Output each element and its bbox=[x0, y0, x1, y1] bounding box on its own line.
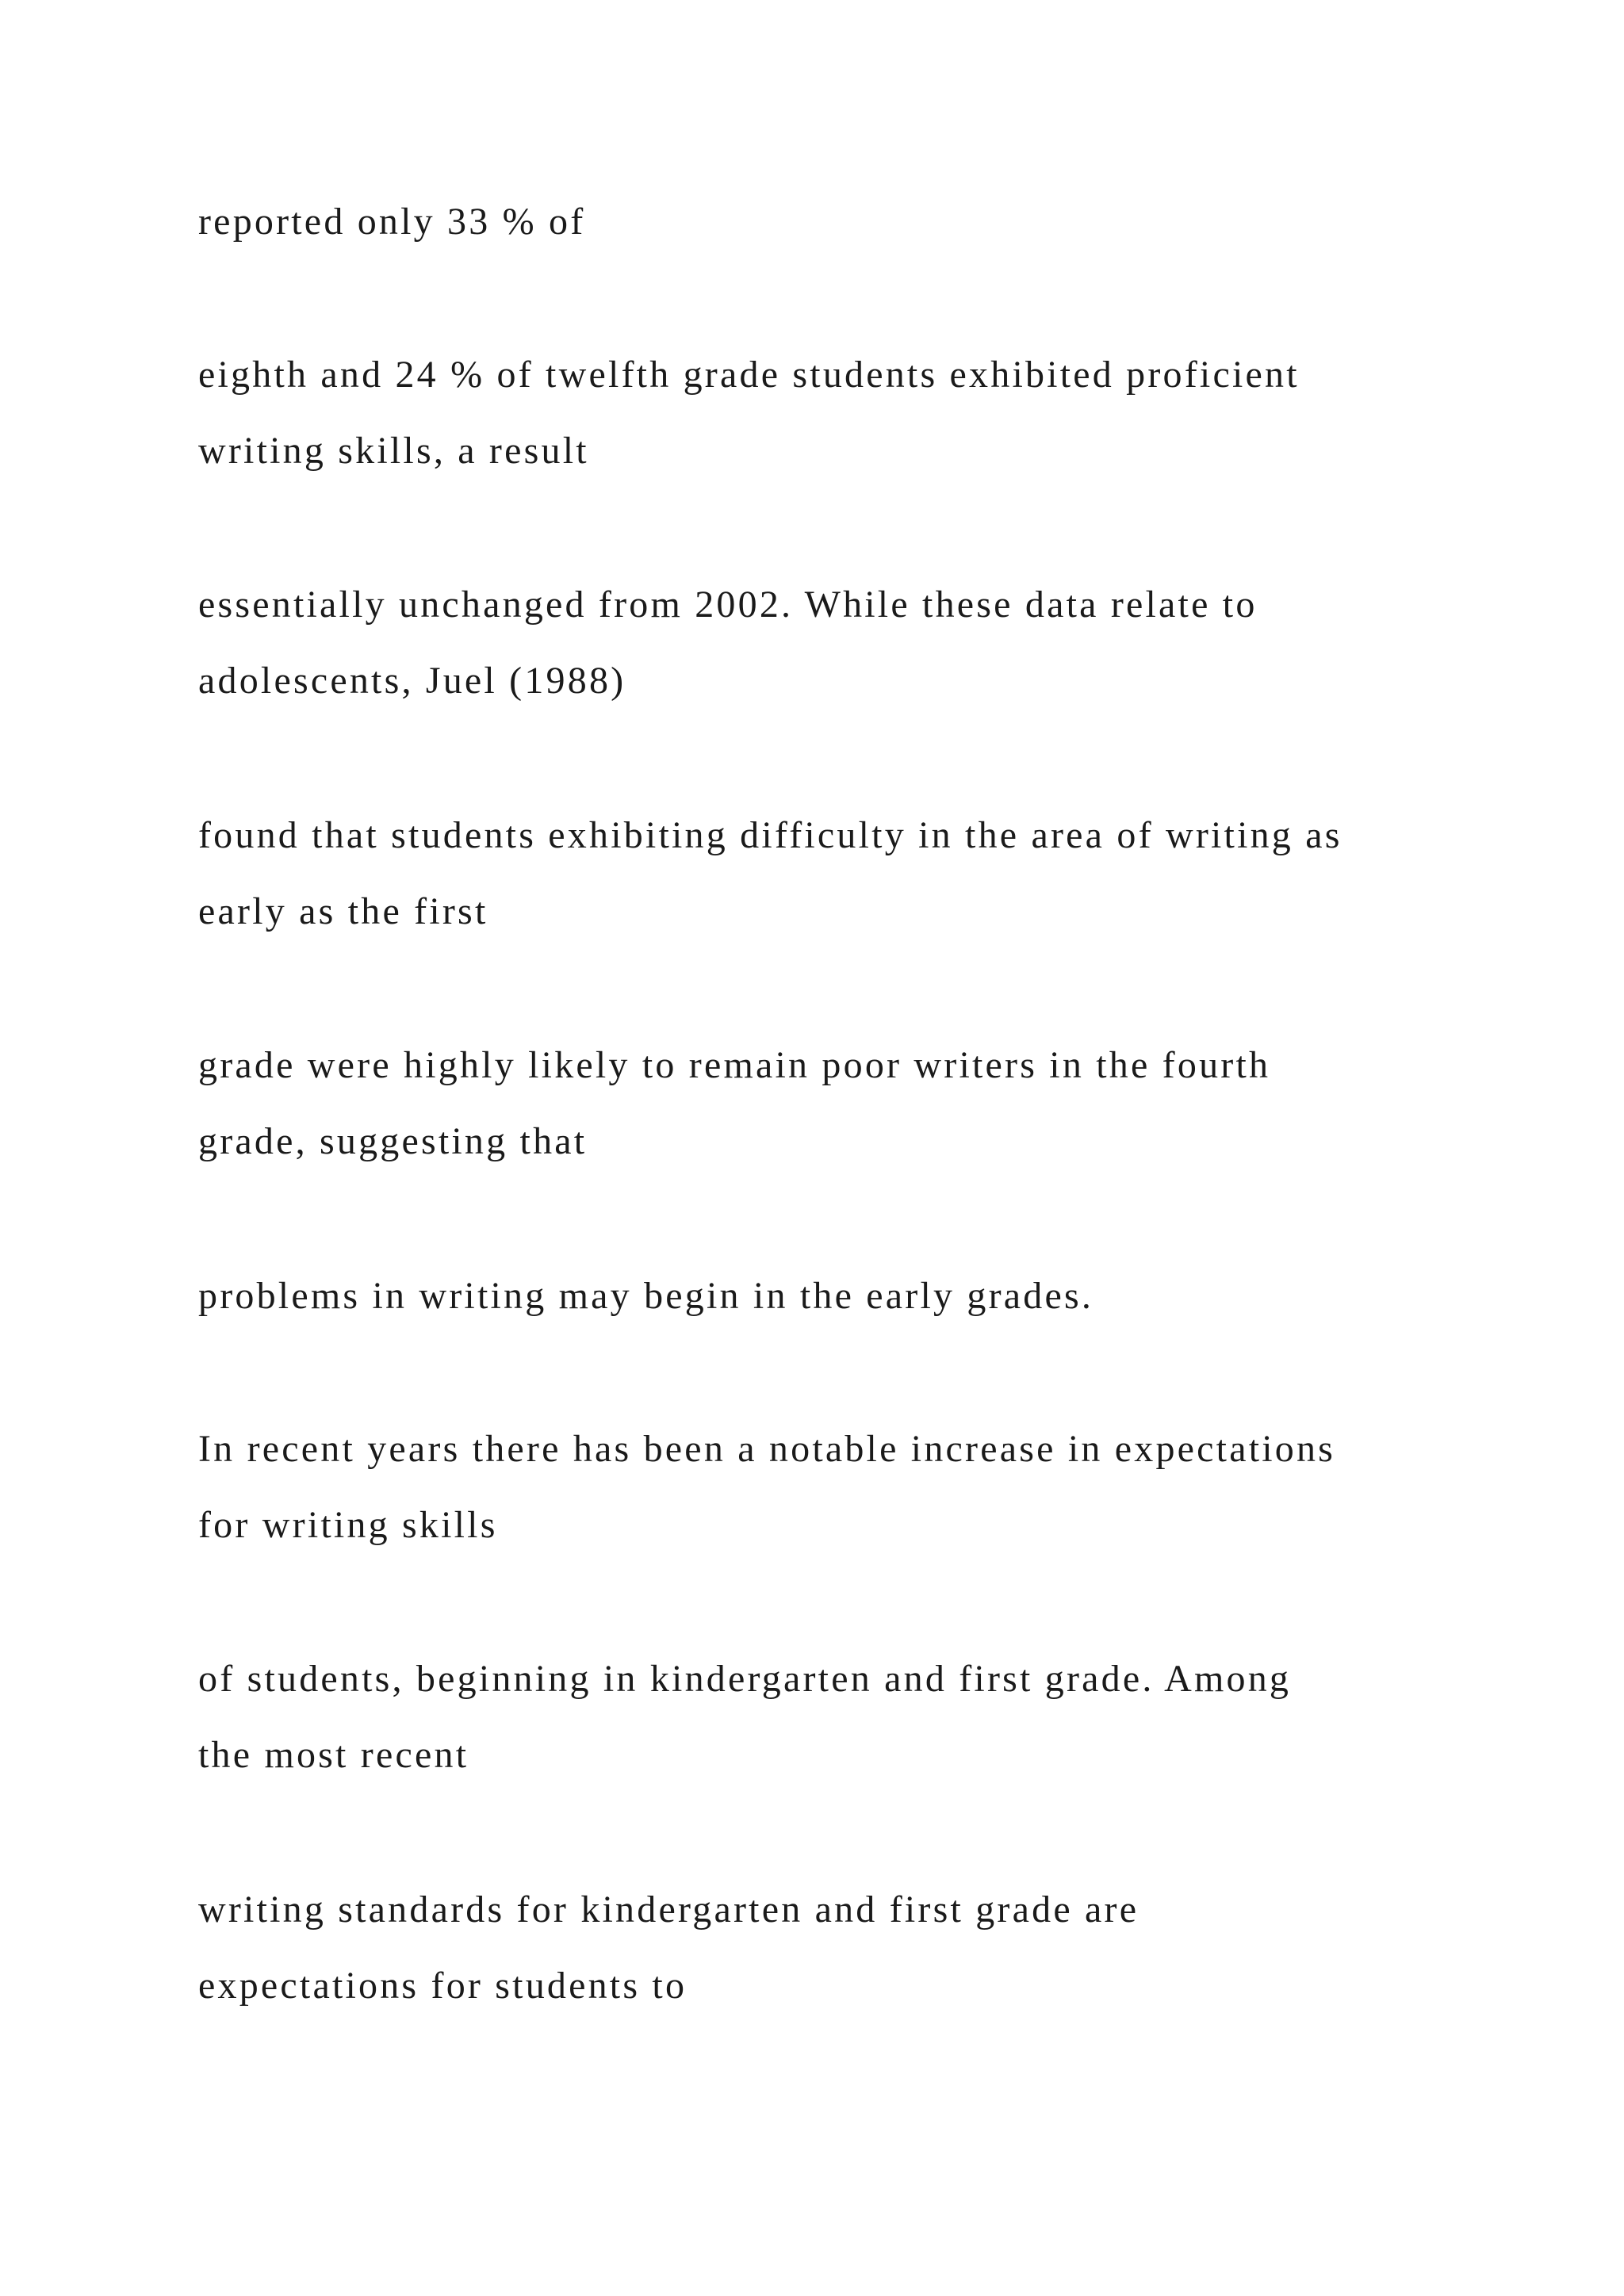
text-block-1 bbox=[198, 184, 1546, 260]
text-block-5 bbox=[198, 1027, 1546, 1180]
text-line: essentially unchanged from 2002. While these data relate to bbox=[198, 584, 1258, 626]
text-line: grade were highly likely to remain poor writers in the fourth bbox=[198, 1044, 1271, 1086]
text-block-4 bbox=[198, 798, 1546, 950]
text-line: reported only 33 % of bbox=[198, 201, 586, 243]
text-block-2 bbox=[198, 337, 1546, 489]
text-line: grade, suggesting that bbox=[198, 1120, 588, 1162]
text-line: early as the first bbox=[198, 890, 488, 932]
text-block-3 bbox=[198, 567, 1546, 719]
text-line: of students, beginning in kindergarten and first grade. Among bbox=[198, 1658, 1292, 1700]
text-block-9 bbox=[198, 1872, 1546, 2024]
text-line: the most recent bbox=[198, 1734, 469, 1776]
text-line: writing standards for kindergarten and first grade are bbox=[198, 1888, 1139, 1931]
text-line: for writing skills bbox=[198, 1504, 498, 1546]
text-line: expectations for students to bbox=[198, 1965, 688, 2007]
text-line: In recent years there has been a notable increase in expectations bbox=[198, 1428, 1336, 1470]
text-line: problems in writing may begin in the early grades. bbox=[198, 1275, 1094, 1317]
text-line: adolescents, Juel (1988) bbox=[198, 660, 626, 702]
text-line: eighth and 24 % of twelfth grade students exhibited proficient bbox=[198, 354, 1300, 396]
text-line: writing skills, a result bbox=[198, 430, 589, 472]
text-line: found that students exhibiting difficulty in the area of writing as bbox=[198, 814, 1342, 856]
text-block-7 bbox=[198, 1411, 1546, 1563]
text-block-8 bbox=[198, 1641, 1546, 1793]
text-block-6 bbox=[198, 1258, 1546, 1334]
